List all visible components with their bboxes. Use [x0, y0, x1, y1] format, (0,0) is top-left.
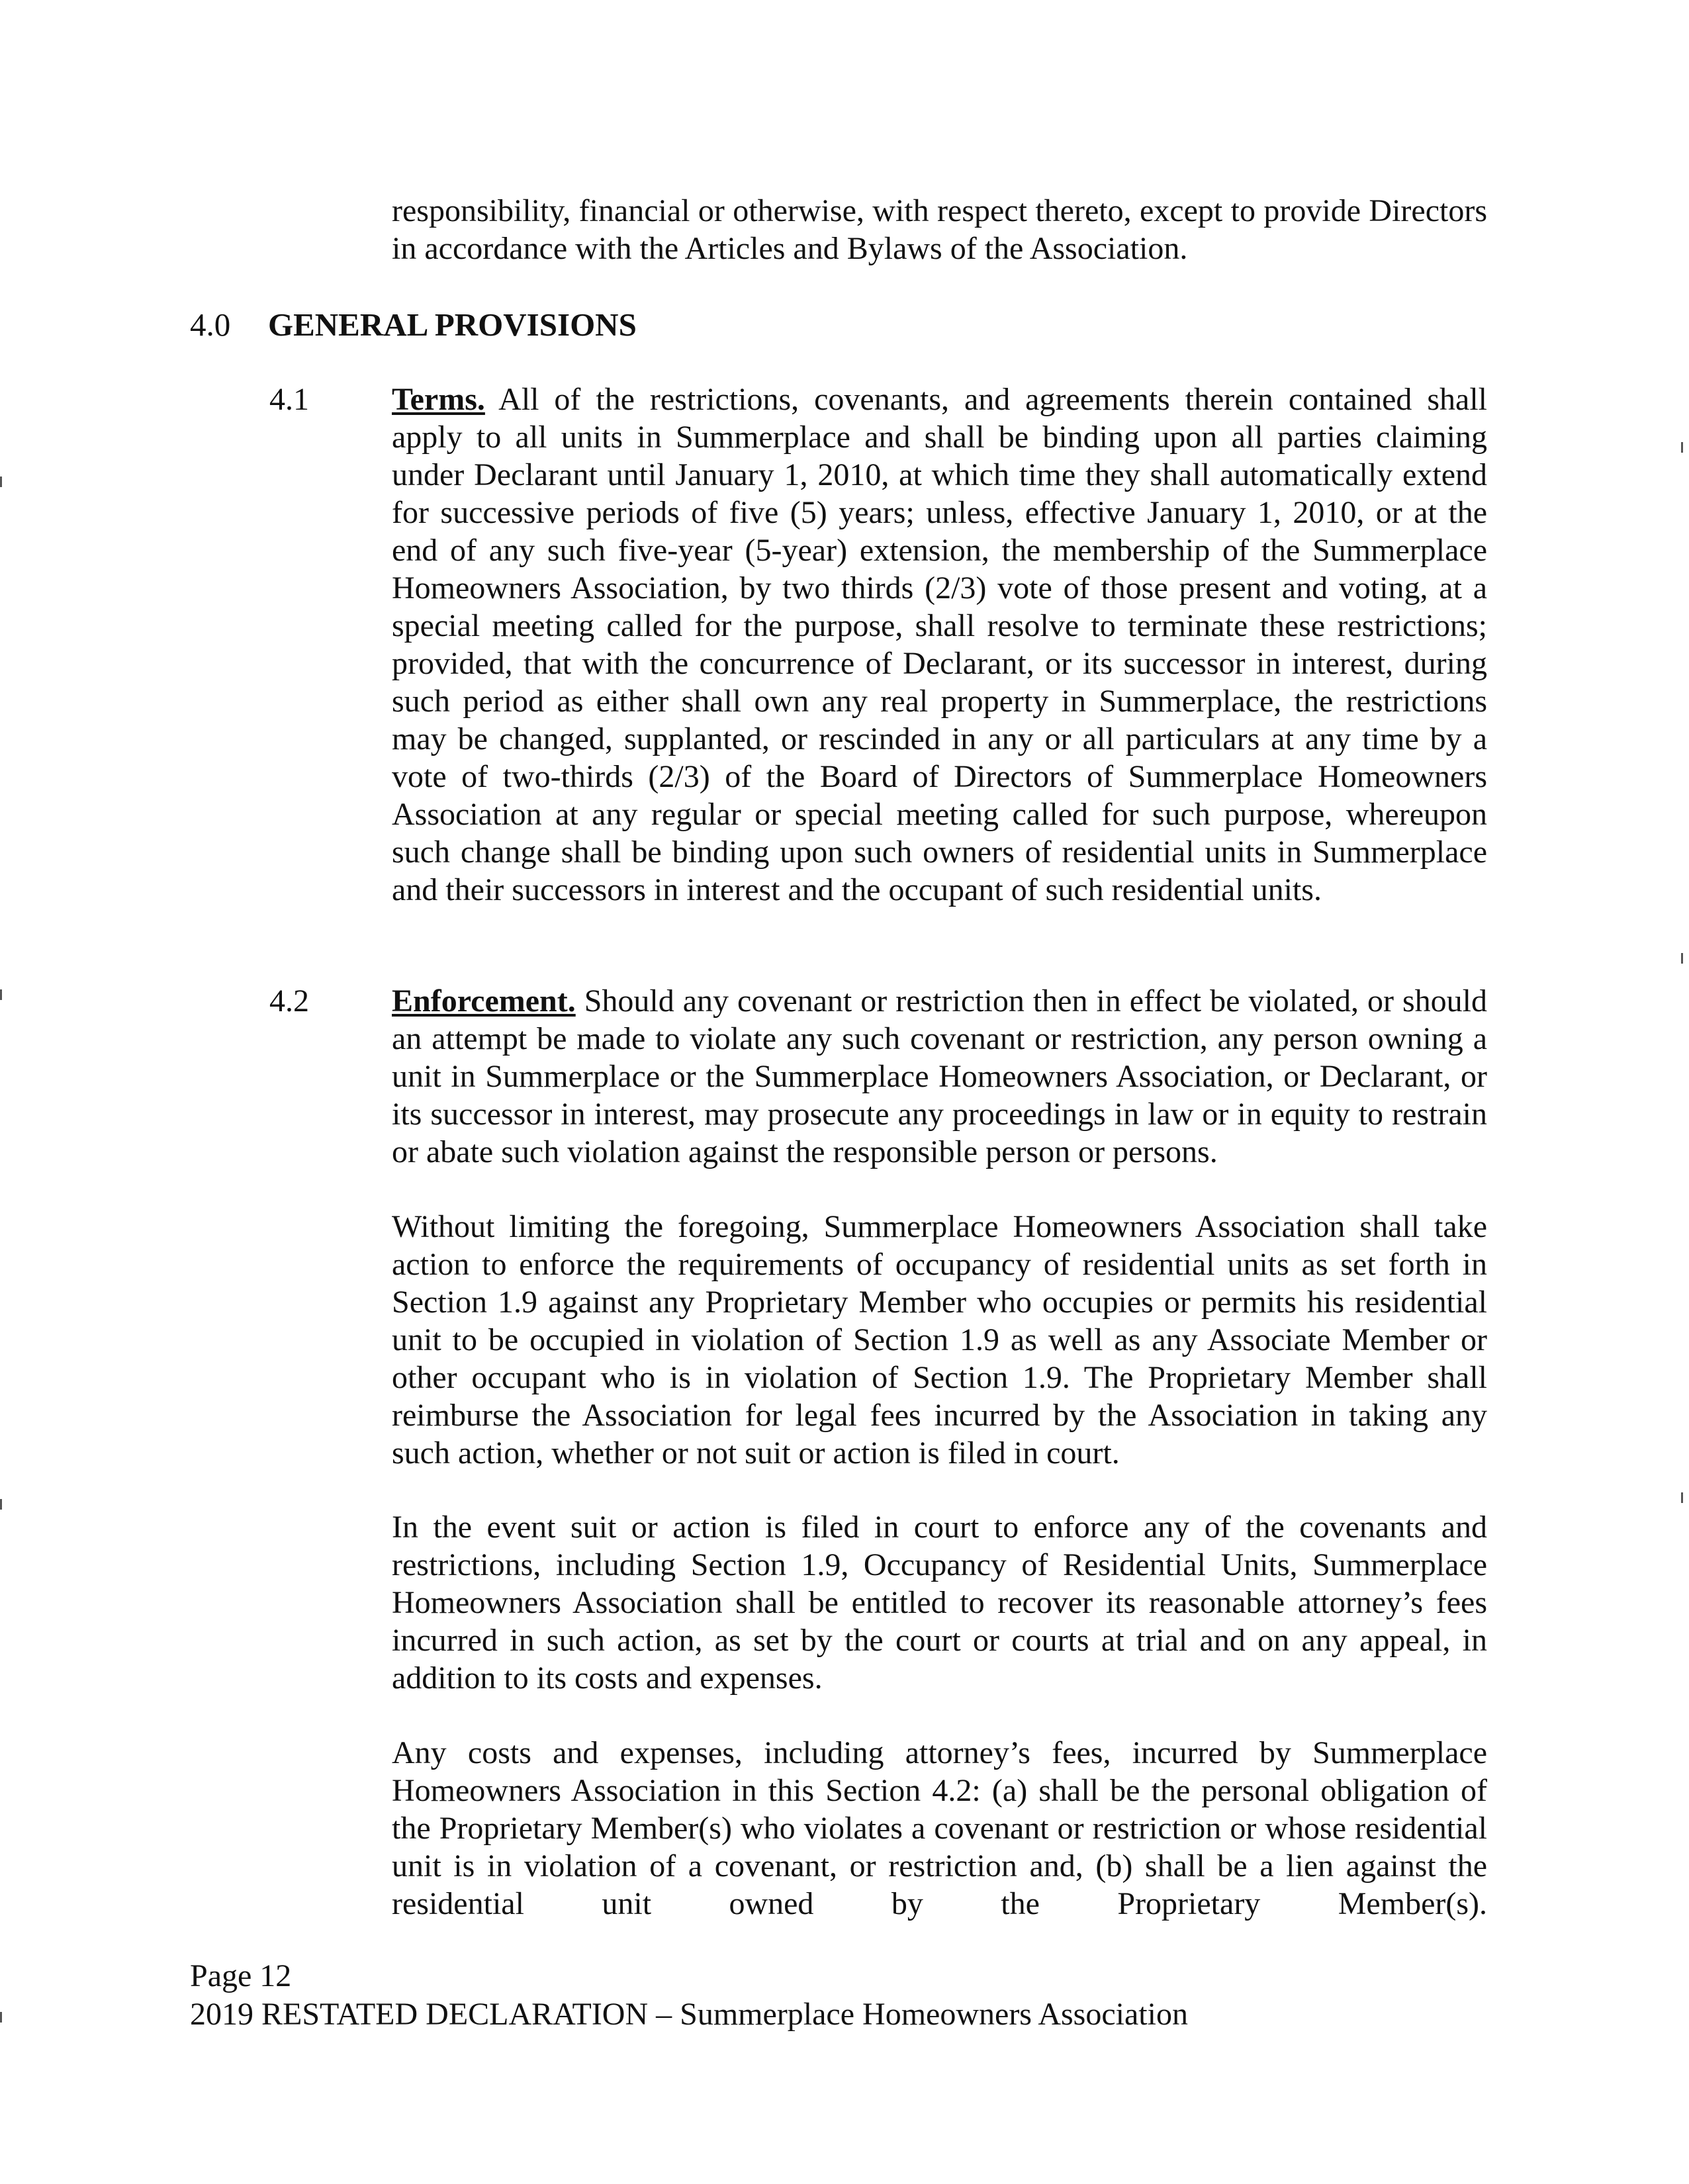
- margin-mark: [1681, 953, 1683, 964]
- enforcement-paragraph-2: Without limiting the foregoing, Summerplace Homeowners Association shall take action to enforce the requirements of occupancy of residential units as set forth in Section 1.9 against any Proprietary Member who occupies or permits his residential unit to be occupied in violation of Section 1.9 as well as any Associate Member or other occupant who is in violation of Section 1.9. The Proprietary Member shall reimburse the Association for legal fees incurred by the Association in taking any such action, whether or not suit or action is filed in court.: [392, 1209, 1487, 1471]
- item-number-4-1: 4.1: [269, 382, 309, 417]
- margin-mark: [1681, 442, 1683, 453]
- margin-mark: [0, 2012, 2, 2023]
- enforcement-paragraph-3: In the event suit or action is filed in court to enforce any of the covenants and restrictions, including Section 1.9, Occupancy of Residential Units, Summerplace Homeowners Association shall be entitled to recover its reasonable attorney’s fees incurred in such action, as set by the court or courts at trial and on any appeal, in addition to its costs and expenses.: [392, 1510, 1487, 1696]
- enforcement-paragraph-4: Any costs and expenses, including attorney’s fees, incurred by Summerplace Homeowners Association in this Section 4.2: (a) shall be the personal obligation of the Proprietary Member(s) who violates a covenant or restriction or whose residential unit is in violation of a covenant, or restriction and, (b) shall be a lien against the residential unit owned by the Proprietary Member(s).: [392, 1735, 1487, 1921]
- page-number: Page 12: [190, 1958, 292, 1993]
- margin-mark: [0, 989, 2, 1000]
- margin-mark: [1681, 1492, 1683, 1503]
- section-title: GENERAL PROVISIONS: [268, 306, 637, 343]
- section-number: 4.0: [190, 306, 231, 343]
- enforcement-text: Should any covenant or restriction then in effect be violated, or should an attempt be made to violate any such covenant or restriction, any person owning a unit in Summerplace or the Summerplace Homeowners Association, or Declarant, or its successor in interest, may prosecute any proceedings in law or in equity to restrain or abate such violation against the responsible person or persons.: [392, 983, 1487, 1169]
- item-number-4-2: 4.2: [269, 983, 309, 1019]
- terms-title: Terms.: [392, 382, 485, 417]
- margin-mark: [0, 1499, 2, 1510]
- margin-mark: [0, 477, 2, 487]
- footer-title: 2019 RESTATED DECLARATION – Summerplace Homeowners Association: [190, 1997, 1188, 2032]
- terms-text: All of the restrictions, covenants, and agreements therein contained shall apply to all units in Summerplace and shall be binding upon all parties claiming under Declarant until January 1, 2010, at which time they shall automatically extend for successive periods of five (5) years; unless, effective January 1, 2010, or at the end of any such five-year (5-year) extension, the membership of the Summerplace Homeowners Association, by two thirds (2/3) vote of those present and voting, at a special meeting called for the purpose, shall resolve to terminate these restrictions; provided, that with the concurrence of Declarant, or its successor in interest, during such period as either shall own any real property in Summerplace, the restrictions may be changed, supplanted, or rescinded in any or all particulars at any time by a vote of two-thirds (2/3) of the Board of Directors of Summerplace Homeowners Association at any regular or special meeting called for such purpose, whereupon such change shall be binding upon such owners of residential units in Summerplace and their successors in interest and the occupant of such residential units.: [392, 382, 1487, 907]
- enforcement-paragraph: [392, 982, 1487, 1171]
- section-heading: [190, 306, 637, 343]
- terms-paragraph: [392, 381, 1487, 909]
- continuation-paragraph: responsibility, financial or otherwise, with respect thereto, except to provide Directors in accordance with the Articles and Bylaws of the Association.: [392, 193, 1487, 266]
- enforcement-title: Enforcement.: [392, 983, 576, 1019]
